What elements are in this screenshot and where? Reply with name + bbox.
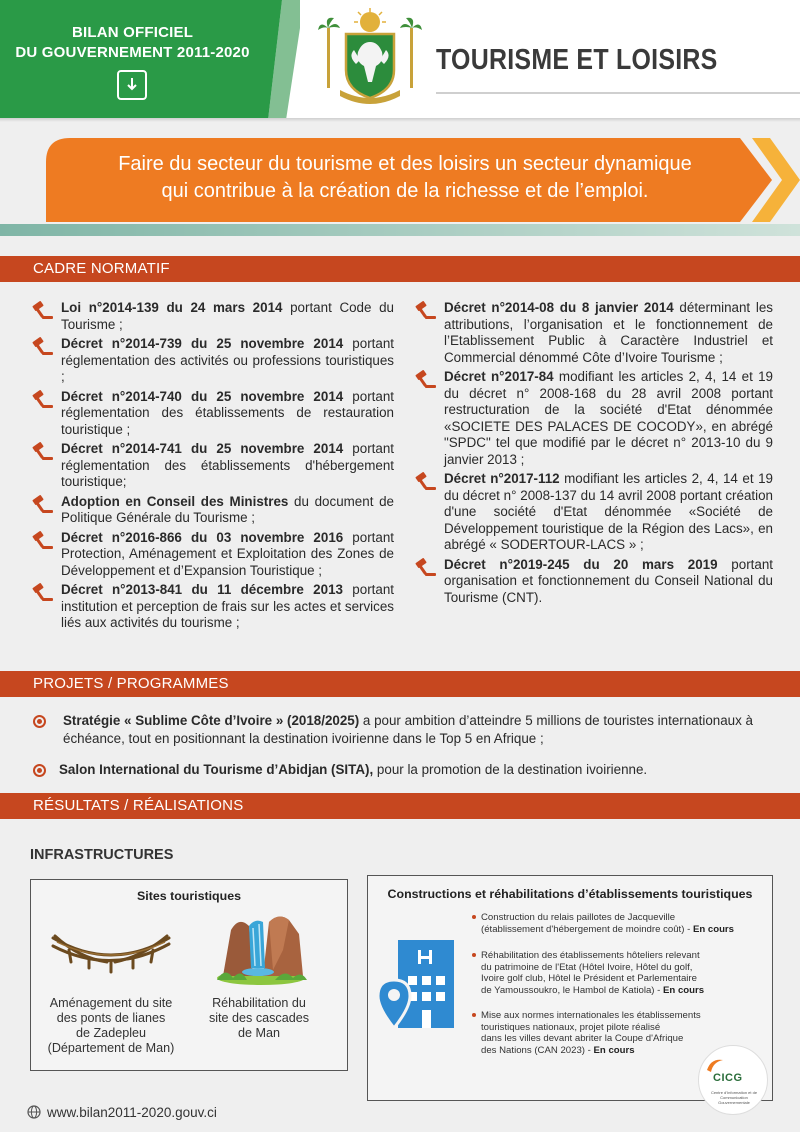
legal-text-title: Décret n°2014-740 du 25 novembre 2014 (61, 388, 344, 404)
gavel-icon (30, 583, 54, 603)
project-title: Stratégie « Sublime Côte d’Ivoire » (2018/2025) (63, 713, 360, 728)
project-desc: a pour ambition d’atteindre 5 millions de touristes internationaux à échéance, tout en positionnant la destination ivoirienne dans le Top 5 en Afrique ; (63, 713, 753, 746)
cicg-subtitle: Centre d'Information et de Communication Gouvernementale (710, 1090, 758, 1105)
legal-text-desc: portant institution et perception de frais sur les actes et services liés aux activités du tourisme ; (61, 582, 394, 630)
cicg-logo (698, 1045, 768, 1115)
bullet-dot (472, 1013, 476, 1017)
globe-icon (27, 1105, 41, 1119)
legal-text-item (30, 582, 394, 632)
legal-text-item (30, 530, 394, 580)
header-shadow (0, 118, 800, 122)
gavel-icon (30, 495, 54, 515)
section-projets: PROJETS / PROGRAMMES (0, 671, 800, 697)
project-desc: pour la promotion de la destination ivoirienne. (373, 762, 648, 777)
page-title: TOURISME ET LOISIRS (436, 44, 718, 76)
gavel-icon (30, 337, 54, 357)
legal-text-desc: portant organisation et fonctionnement du Conseil National du Tourisme (CNT). (444, 556, 773, 605)
site2-caption: Réhabilitation du site des cascades de Man (208, 996, 310, 1040)
banner-text (60, 151, 750, 205)
legal-text-title: Loi n°2014-139 du 24 mars 2014 (61, 300, 283, 315)
legal-text-desc: portant Protection, Aménagement et Exploitation des Zones de Développement et d’Expansion Touristique ; (61, 529, 394, 578)
legal-text-desc: portant réglementation des établissements d'hébergement touristique; (61, 441, 394, 489)
gavel-icon (30, 442, 54, 462)
header (0, 0, 800, 120)
legal-text-title: Décret n°2014-739 du 25 novembre 2014 (61, 336, 344, 351)
legal-text-title: Décret n°2017-112 (444, 471, 560, 486)
legal-text-desc: déterminant les attributions, l’organisation et le fonctionnement de l’Etablissement Public à Caractère Industriel et Commercial dénommé Côte d’Ivoire Tourisme ; (444, 300, 773, 365)
construction-item: Construction du relais paillotes de Jacqueville (établissement d'hébergement de moindre coût) - En cours (481, 912, 761, 935)
legal-text-item (413, 471, 773, 554)
footer-url[interactable]: www.bilan2011-2020.gouv.ci (47, 1105, 217, 1120)
status-en-cours: En cours (593, 1044, 635, 1056)
download-icon (123, 76, 141, 94)
legal-text-desc: portant réglementation des établissements de restauration touristique ; (61, 388, 394, 437)
constructions-title: Constructions et réhabilitations d’établissements touristiques (387, 887, 753, 901)
gavel-icon (413, 558, 437, 578)
legal-text-item (30, 336, 394, 386)
gavel-icon (413, 301, 437, 321)
legal-text-item (413, 557, 773, 607)
bullet-dot (472, 915, 476, 919)
cadre-right-column (413, 300, 773, 609)
sites-touristiques-box (30, 879, 348, 1071)
legal-text-item (413, 369, 773, 468)
coat-of-arms-icon (318, 8, 422, 110)
gavel-icon (413, 472, 437, 492)
status-en-cours: En cours (692, 923, 735, 935)
project-item (33, 712, 753, 748)
title-underline (436, 92, 800, 94)
construction-item: Réhabilitation des établissements hôteliers relevant du patrimoine de l'Etat (Hôtel Ivoire, Hôtel du golf, Ivoire golf club, Hôtel le Président et Parlementaire de Yamoussoukro, le Hambol de Katiola) - En cours (481, 950, 761, 996)
hotel-building-icon (376, 936, 472, 1034)
gavel-icon (30, 390, 54, 410)
legal-text-title: Décret n°2016-866 du 03 novembre 2016 (61, 529, 344, 545)
legal-text-item (413, 300, 773, 366)
cicg-name: CICG (713, 1072, 743, 1084)
badge-line1: BILAN OFFICIEL (71, 24, 194, 41)
legal-text-title: Adoption en Conseil des Ministres (61, 493, 289, 509)
cadre-left-column (30, 300, 394, 635)
header-badge (0, 0, 300, 120)
section-cadre-normatif: CADRE NORMATIF (0, 256, 800, 282)
gavel-icon (30, 531, 54, 551)
legal-text-title: Décret n°2014-08 du 8 janvier 2014 (444, 300, 674, 315)
footer-link[interactable] (27, 1105, 217, 1120)
bullet-dot (472, 953, 476, 957)
legal-text-desc: du document de Politique Générale du Tourisme ; (61, 493, 394, 525)
banner-line2: qui contribue à la création de la richesse et de l’emploi. (161, 180, 649, 202)
site1-caption: Aménagement du site des ponts de lianes de Zadepleu (Département de Man) (47, 996, 175, 1055)
section-resultats: RÉSULTATS / RÉALISATIONS (0, 793, 800, 819)
legal-text-title: Décret n°2017-84 (444, 369, 554, 384)
legal-text-desc: portant réglementation des activités ou professions touristiques ; (61, 336, 394, 384)
infrastructures-title: INFRASTRUCTURES (30, 847, 174, 863)
banner-line1: Faire du secteur du tourisme et des loisirs un secteur dynamique (118, 153, 692, 175)
legal-text-desc: modifiant les articles 2, 4, 14 et 19 du décret n° 2008-137 du 14 avril 2008 portant création d'une société d'Etat dénommée «Société de Développement touristique de la Région des Lacs», en abrégé « SODERTOUR-LACS » ; (444, 471, 774, 552)
project-title: Salon International du Tourisme d’Abidjan (SITA), (59, 762, 374, 777)
construction-item: Mise aux normes internationales les établissements touristiques nationaux, projet pilote réalisé dans les villes devant abriter la Coupe d'Afrique des Nations (CAN 2023) - En cours (481, 1010, 761, 1056)
legal-text-desc: modifiant les articles 2, 4, 14 et 19 du décret n° 2008-168 du 28 avril 2008 portant restructuration de la société d'Etat dénommée «SOCIETE DES PALACES DE COCODY», en abrégé "SPDC" tel que modifié par le décret n° 2013-10 du 9 janvier 2013 ; (444, 369, 773, 467)
sites-title: Sites touristiques (137, 889, 241, 903)
legal-text-title: Décret n°2014-741 du 25 novembre 2014 (61, 441, 344, 456)
legal-text-title: Décret n°2013-841 du 11 décembre 2013 (61, 582, 343, 597)
project-item (33, 761, 753, 779)
waterfall-icon (213, 910, 309, 986)
liana-bridge-icon (49, 932, 173, 974)
legal-text-desc: portant Code du Tourisme ; (61, 300, 394, 332)
download-button[interactable] (117, 70, 147, 100)
legal-text-title: Décret n°2019-245 du 20 mars 2019 (444, 556, 718, 572)
mission-banner (0, 138, 800, 238)
gavel-icon (413, 370, 437, 390)
target-bullet-icon (33, 764, 46, 777)
badge-line2: DU GOUVERNEMENT 2011-2020 (15, 44, 250, 61)
legal-text-item (30, 441, 394, 491)
target-bullet-icon (33, 715, 46, 728)
gavel-icon (30, 301, 54, 321)
legal-text-item (30, 300, 394, 333)
status-en-cours: En cours (663, 984, 705, 996)
legal-text-item (30, 389, 394, 439)
legal-text-item (30, 494, 394, 527)
